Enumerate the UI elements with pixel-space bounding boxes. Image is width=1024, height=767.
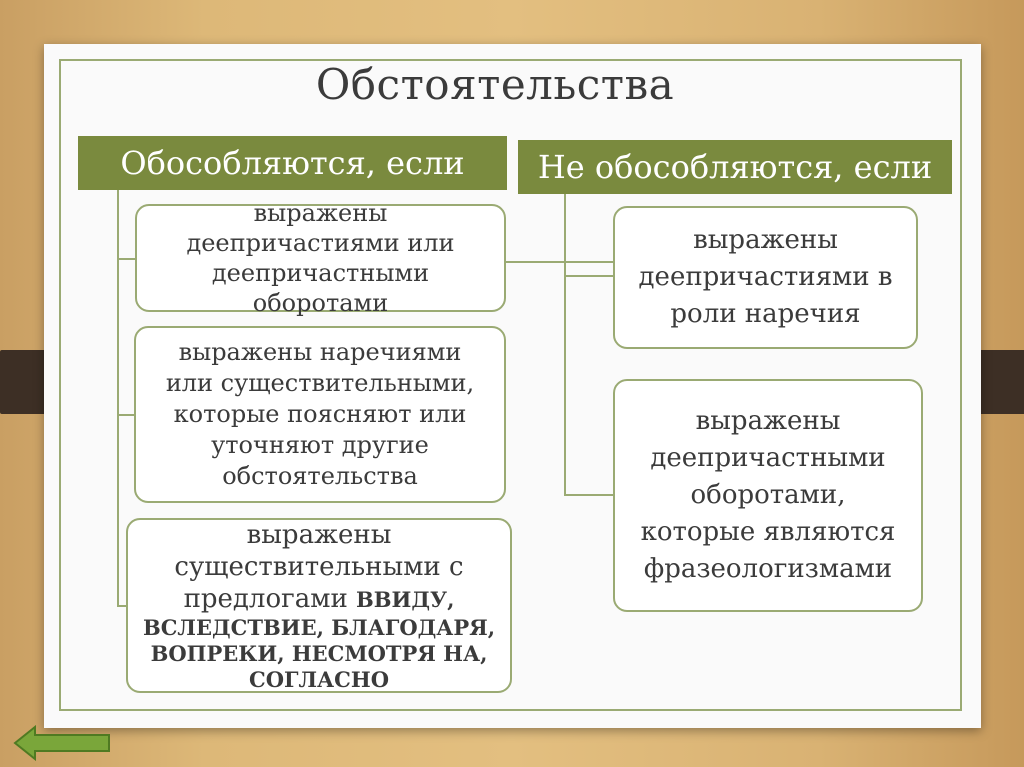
condition-box-prepositions <box>126 518 512 693</box>
condition-text-plain: выражены существительными с предлогами <box>174 519 464 614</box>
right-connector-vertical <box>564 194 566 496</box>
prepositions-bold-line: ВОПРЕКИ, НЕСМОТРЯ НА, <box>150 640 488 666</box>
condition-text <box>174 520 463 614</box>
cross-connector <box>506 261 613 263</box>
condition-text: выражены наречиями или существительными, которые поясняют или уточняют другие обстоятельства <box>165 338 475 490</box>
right-connector-2 <box>564 494 613 496</box>
condition-text: выражены деепричастиями или деепричастными оборотами <box>186 199 455 317</box>
prepositions-bold: ВВИДУ, <box>356 586 455 612</box>
condition-box-participles <box>135 199 506 317</box>
condition-box-adverbs <box>134 326 506 503</box>
condition-text: выражены деепричастиями в роли наречия <box>638 225 893 329</box>
prepositions-bold-line: ВСЛЕДСТВИЕ, БЛАГОДАРЯ, <box>142 614 496 640</box>
slide-title: Обстоятельства <box>315 60 675 109</box>
condition-text: выражены деепричастными оборотами, которые являются фразеологизмами <box>640 406 896 584</box>
header-separated: Обособляются, если <box>78 136 507 190</box>
condition-box-adverb-role <box>613 206 918 349</box>
left-connector-vertical <box>117 190 119 607</box>
left-arrow-icon[interactable] <box>13 725 111 761</box>
left-connector-1 <box>117 258 135 260</box>
header-not-separated: Не обособляются, если <box>518 140 952 194</box>
left-connector-2 <box>117 414 134 416</box>
left-connector-3 <box>117 605 126 607</box>
right-connector-1 <box>564 275 613 277</box>
prepositions-bold-line: СОГЛАСНО <box>248 666 390 692</box>
condition-box-idioms <box>613 379 923 612</box>
